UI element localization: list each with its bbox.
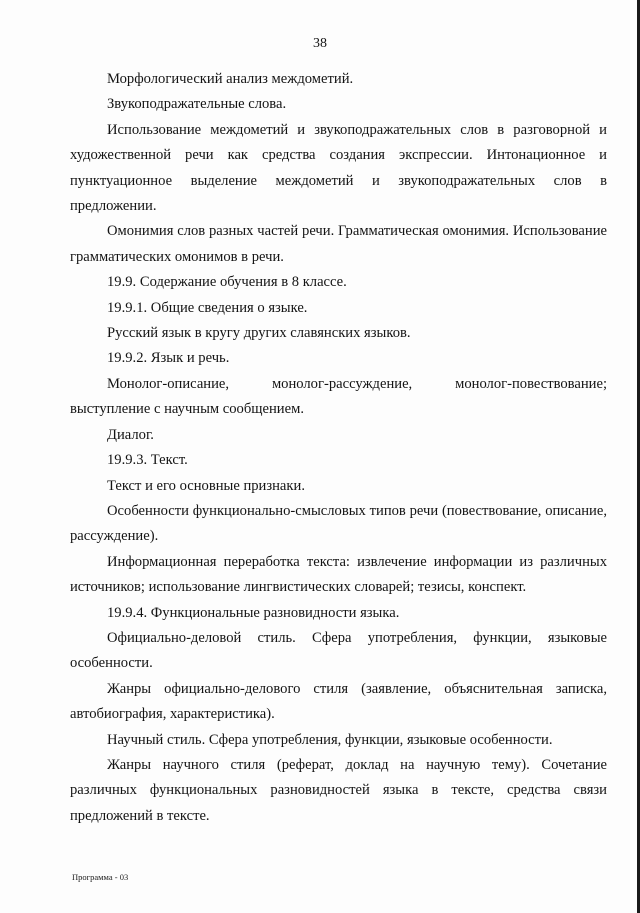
page-content: [70, 67, 607, 829]
paragraph-13: Научный стиль. Сфера употребления, функции, языковые особенности.: [107, 731, 553, 748]
paragraph-14: Жанры научного стиля (реферат, доклад на научную тему). Сочетание различных функциональных разновидностей языка в тексте, средства связи предложений в тексте.: [70, 756, 607, 824]
paragraph-11: Официально-деловой стиль. Сфера употребления, функции, языковые особенности.: [70, 629, 607, 672]
footer-program-label: Программа - 03: [72, 872, 129, 882]
paragraph-7: Диалог.: [107, 426, 154, 443]
section-heading-19-9-4: 19.9.4. Функциональные разновидности языка.: [107, 604, 400, 621]
paragraph-4: Омонимия слов разных частей речи. Грамматическая омонимия. Использование грамматических омонимов в речи.: [70, 223, 607, 265]
paragraph-10: Информационная переработка текста: извлечение информации из различных источников; использование лингвистических словарей; тезисы, конспект.: [70, 553, 607, 596]
page-number: 38: [313, 36, 327, 51]
paragraph-6: Монолог-описание, монолог-рассуждение, монолог-повествование; выступление с научным сообщением.: [70, 375, 607, 418]
paragraph-3: Использование междометий и звукоподражательных слов в разговорной и художественной речи как средства создания экспрессии. Интонационное и пунктуационное выделение междометий и звукоподражательных слов в предложении.: [70, 121, 607, 215]
section-heading-19-9-2: 19.9.2. Язык и речь.: [107, 350, 230, 367]
paragraph-1: Морфологический анализ междометий.: [107, 71, 354, 87]
paragraph-12: Жанры официально-делового стиля (заявление, объяснительная записка, автобиография, характеристика).: [70, 680, 607, 723]
section-heading-19-9-3: 19.9.3. Текст.: [107, 452, 188, 469]
section-heading-19-9-1: 19.9.1. Общие сведения о языке.: [107, 299, 308, 316]
paragraph-2: Звукоподражательные слова.: [107, 96, 287, 113]
paragraph-9: Особенности функционально-смысловых типов речи (повествование, описание, рассуждение).: [70, 502, 607, 545]
paragraph-8: Текст и его основные признаки.: [107, 477, 305, 494]
paragraph-5: Русский язык в кругу других славянских языков.: [107, 325, 411, 342]
section-heading-19-9: 19.9. Содержание обучения в 8 классе.: [107, 274, 347, 291]
